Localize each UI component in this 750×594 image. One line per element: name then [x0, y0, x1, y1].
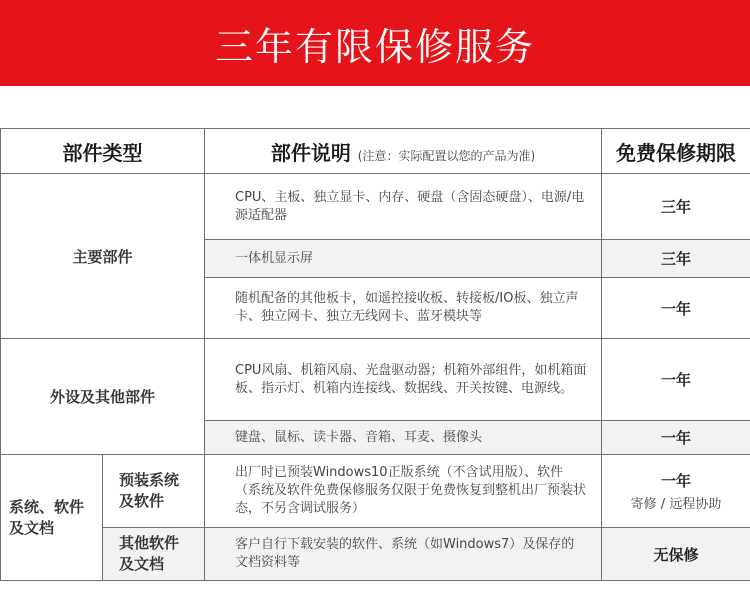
row-desc: 随机配备的其他板卡，如遥控接收板、转接板/IO板、独立声卡、独立网卡、独立无线网卡、蓝牙模块等	[205, 278, 602, 339]
sub-label-line2: 及文档	[119, 555, 165, 573]
header-component-desc	[205, 129, 602, 174]
group-label-software	[1, 455, 103, 581]
banner	[0, 0, 750, 86]
row-period-service: 寄修 / 远程协助	[630, 497, 722, 512]
group-label-software-line1: 系统、软件	[9, 497, 85, 516]
header-component-desc-note: (注意：实际配置以您的产品为准)	[357, 148, 536, 163]
header-component-type: 部件类型	[1, 129, 205, 174]
sub-label-line2: 及软件	[119, 492, 165, 510]
header-warranty-period: 免费保修期限	[602, 129, 750, 174]
row-period	[602, 455, 750, 528]
row-desc: 客户自行下载安装的软件、系统（如Windows7）及保存的文档资料等	[205, 528, 602, 581]
banner-title: 三年有限保修服务	[214, 24, 535, 69]
sub-label-other-software	[103, 528, 205, 581]
table-row	[1, 174, 750, 240]
sub-label-line1: 预装系统	[119, 471, 180, 489]
row-desc: 键盘、鼠标、读卡器、音箱、耳麦、摄像头	[205, 421, 602, 455]
sub-label-preinstalled	[103, 455, 205, 528]
group-label-software-line2: 及文档	[9, 518, 55, 537]
row-period: 一年	[602, 278, 750, 339]
table-row	[1, 339, 750, 421]
warranty-table	[0, 128, 750, 581]
sub-label-line1: 其他软件	[119, 534, 180, 552]
row-desc: 出厂时已预装Windows10正版系统（不含试用版）、软件（系统及软件免费保修服务仅限于免费恢复到整机出厂预装状态，不另含调试服务）	[205, 455, 602, 528]
row-desc: CPU风扇、机箱风扇、光盘驱动器；机箱外部组件，如机箱面板、指示灯、机箱内连接线、数据线、开关按键、电源线。	[205, 339, 602, 421]
row-desc: CPU、主板、独立显卡、内存、硬盘（含固态硬盘）、电源/电源适配器	[205, 174, 602, 240]
row-period: 一年	[602, 421, 750, 455]
group-label-main: 主要部件	[1, 174, 205, 339]
table-row	[1, 528, 750, 581]
row-period-value: 一年	[660, 472, 691, 490]
table-header-row	[1, 129, 750, 174]
header-component-desc-title: 部件说明	[270, 140, 351, 165]
row-period: 一年	[602, 339, 750, 421]
table-row	[1, 455, 750, 528]
row-period: 无保修	[602, 528, 750, 581]
row-period: 三年	[602, 240, 750, 278]
row-desc: 一体机显示屏	[205, 240, 602, 278]
row-period: 三年	[602, 174, 750, 240]
group-label-peripherals: 外设及其他部件	[1, 339, 205, 455]
